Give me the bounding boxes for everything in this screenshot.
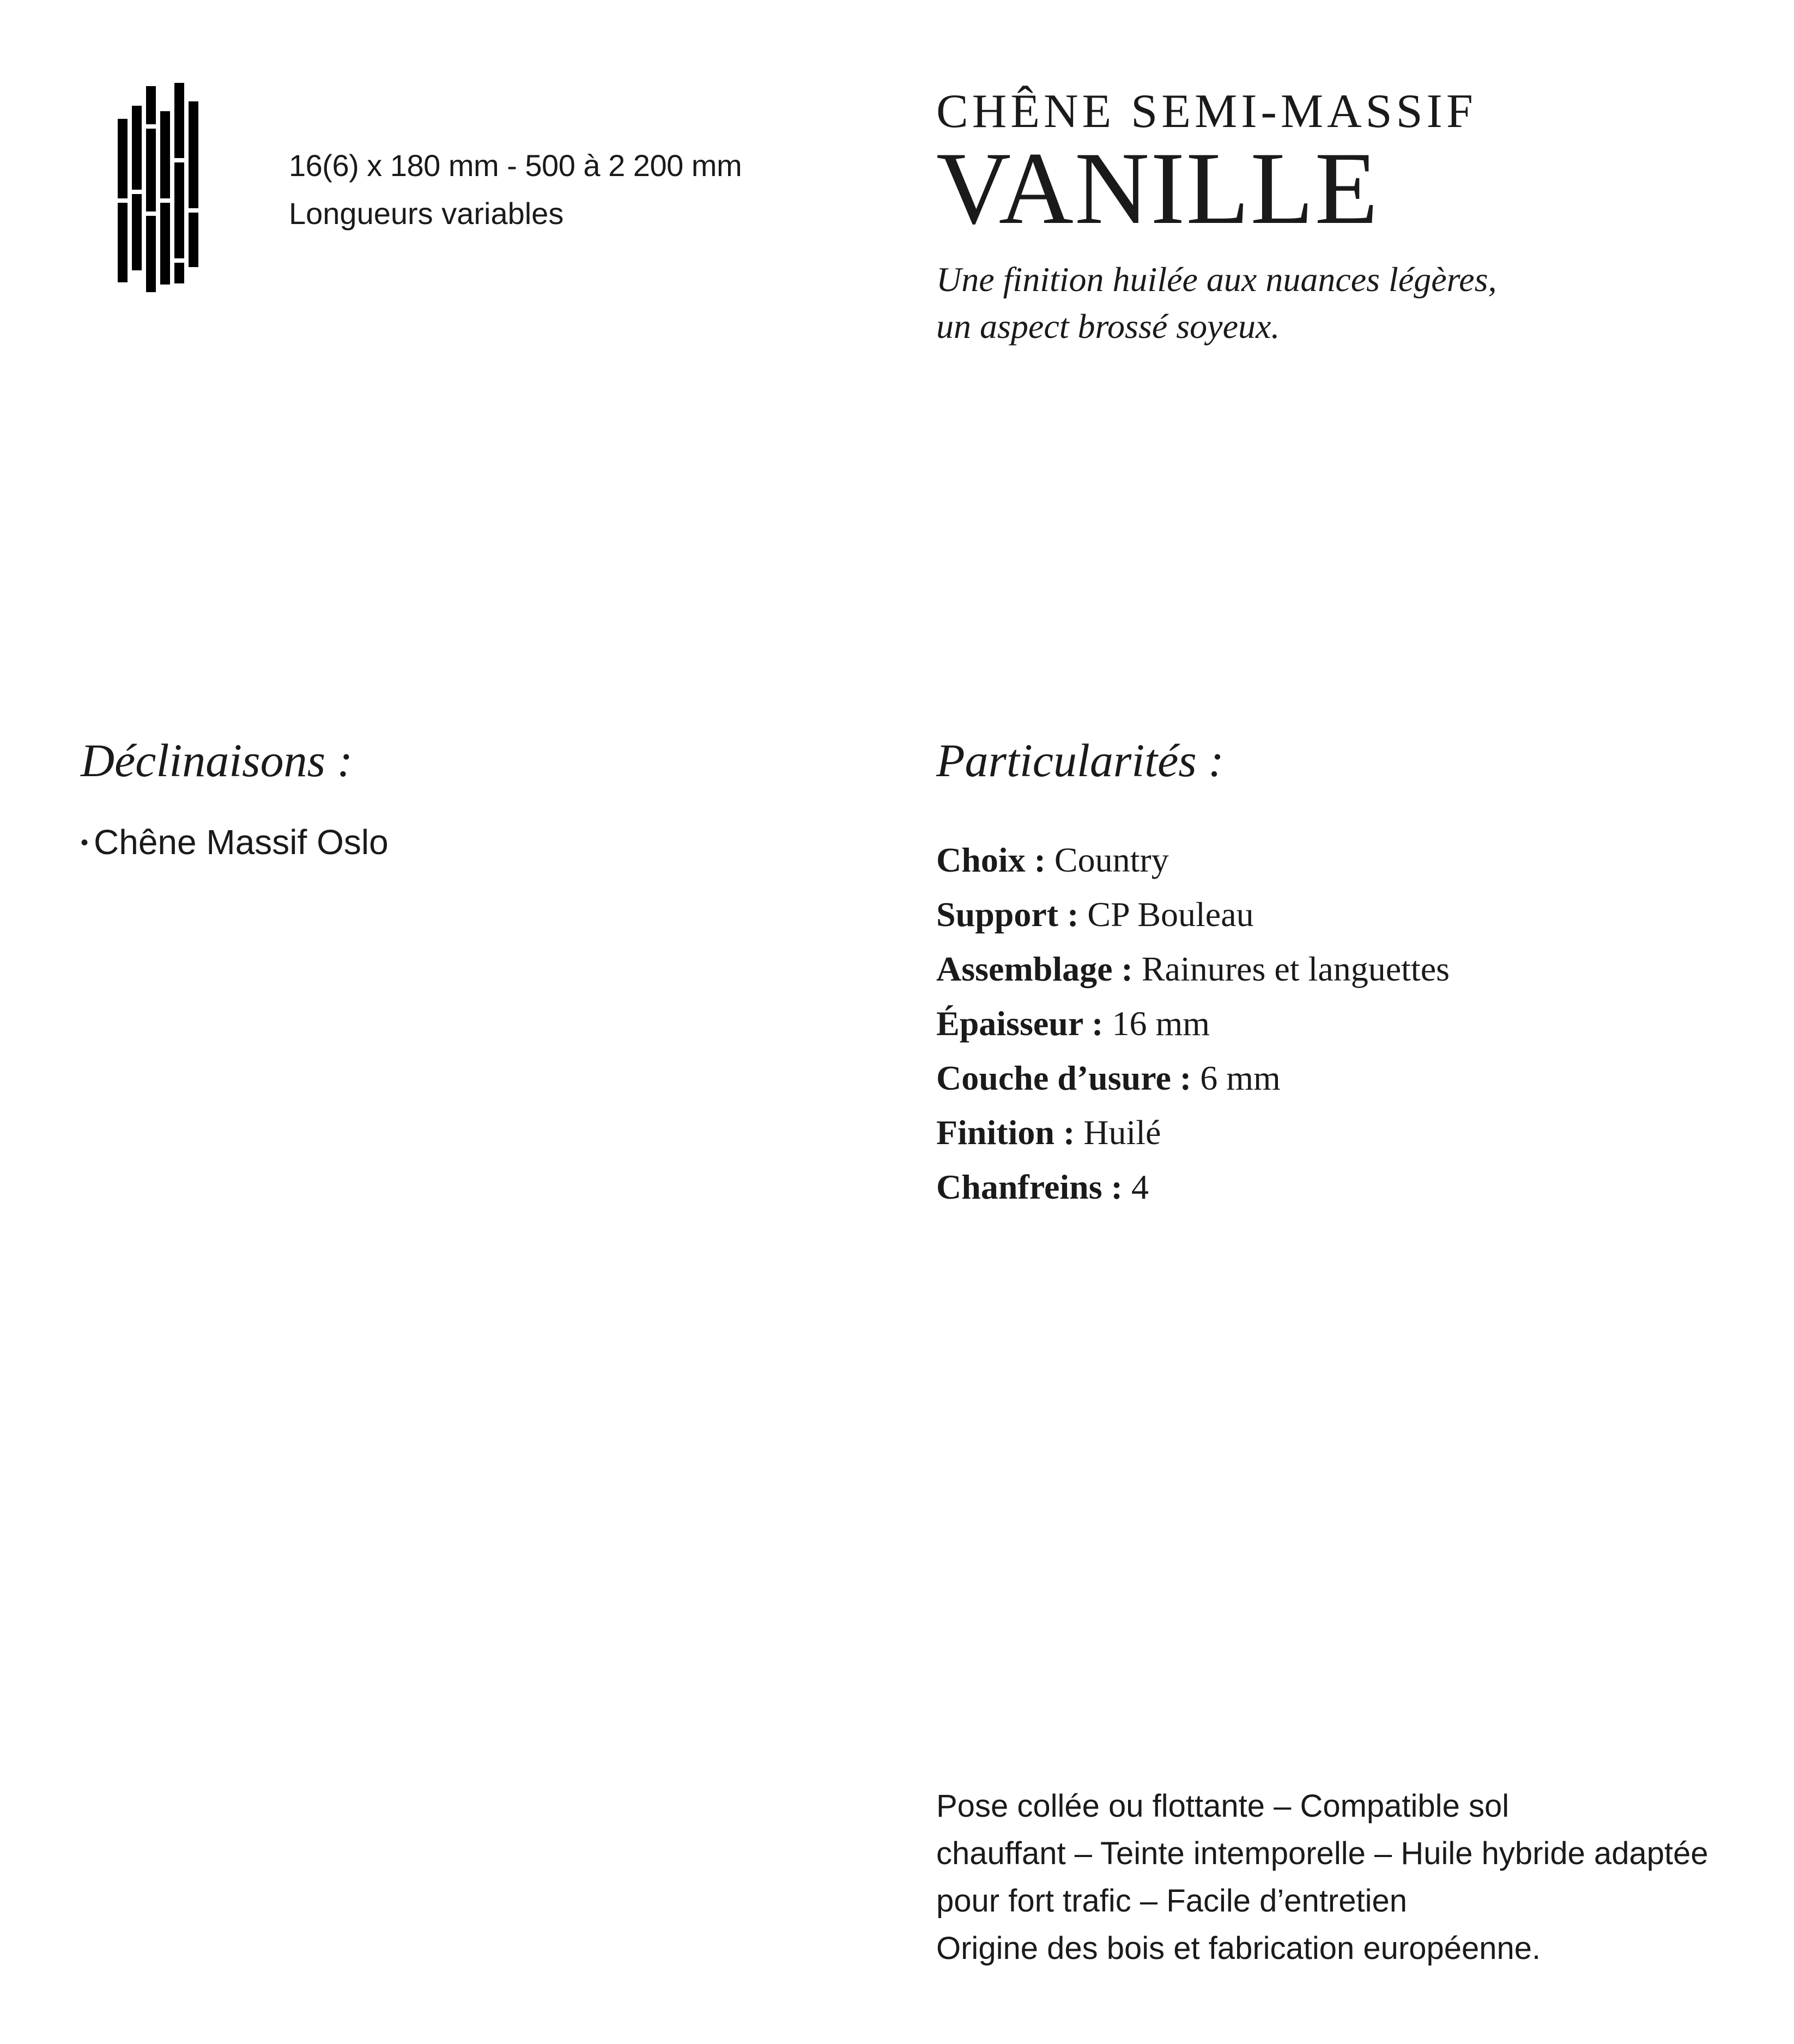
- feature-row-thickness: [936, 996, 1726, 1051]
- plank-dimensions: 16(6) x 180 mm - 500 à 2 200 mm: [289, 148, 742, 183]
- features-list: [936, 833, 1726, 1214]
- product-title-block: [936, 82, 1754, 350]
- variants-heading: Déclinaisons :: [81, 734, 353, 787]
- feature-value: 6 mm: [1200, 1059, 1281, 1097]
- product-tagline: [936, 256, 1754, 350]
- product-line: CHÊNE SEMI-MASSIF: [936, 85, 1477, 138]
- feature-value: Rainures et languettes: [1141, 950, 1450, 988]
- feature-value: Country: [1054, 840, 1169, 879]
- tagline-line-1: Une finition huilée aux nuances légères,: [936, 260, 1497, 299]
- bullet-icon: •: [81, 831, 89, 855]
- feature-label: Support :: [936, 895, 1079, 934]
- feature-value: CP Bouleau: [1087, 895, 1254, 934]
- feature-row-choice: [936, 833, 1726, 887]
- feature-value: 16 mm: [1112, 1004, 1210, 1043]
- features-heading: Particularités :: [936, 734, 1224, 787]
- feature-label: Couche d’usure :: [936, 1059, 1192, 1097]
- variant-label: Chêne Massif Oslo: [94, 823, 389, 862]
- benefits-line-2: chauffant – Teinte intemporelle – Huile hybride adaptée: [936, 1836, 1708, 1871]
- feature-label: Chanfreins :: [936, 1168, 1123, 1206]
- lengths-note: Longueurs variables: [289, 196, 564, 231]
- list-item: [81, 820, 389, 864]
- benefits-line-4: Origine des bois et fabrication européenne.: [936, 1931, 1541, 1966]
- feature-label: Finition :: [936, 1113, 1075, 1152]
- feature-value: 4: [1131, 1168, 1149, 1206]
- benefits-line-1: Pose collée ou flottante – Compatible sol: [936, 1788, 1510, 1824]
- feature-label: Épaisseur :: [936, 1004, 1104, 1043]
- plank-pattern-icon: [114, 82, 223, 294]
- variants-list: [81, 820, 389, 864]
- feature-label: Choix :: [936, 840, 1046, 879]
- feature-row-wear-layer: [936, 1051, 1726, 1105]
- product-name: VANILLE: [936, 131, 1379, 246]
- feature-row-bevels: [936, 1160, 1726, 1214]
- product-benefits: [936, 1782, 1775, 1972]
- feature-label: Assemblage :: [936, 950, 1133, 988]
- feature-row-finish: [936, 1105, 1726, 1160]
- feature-row-assembly: [936, 942, 1726, 996]
- feature-value: Huilé: [1083, 1113, 1161, 1152]
- feature-row-support: [936, 887, 1726, 942]
- dimensions-block: [289, 146, 888, 233]
- benefits-line-3: pour fort trafic – Facile d’entretien: [936, 1883, 1407, 1919]
- tagline-line-2: un aspect brossé soyeux.: [936, 307, 1280, 346]
